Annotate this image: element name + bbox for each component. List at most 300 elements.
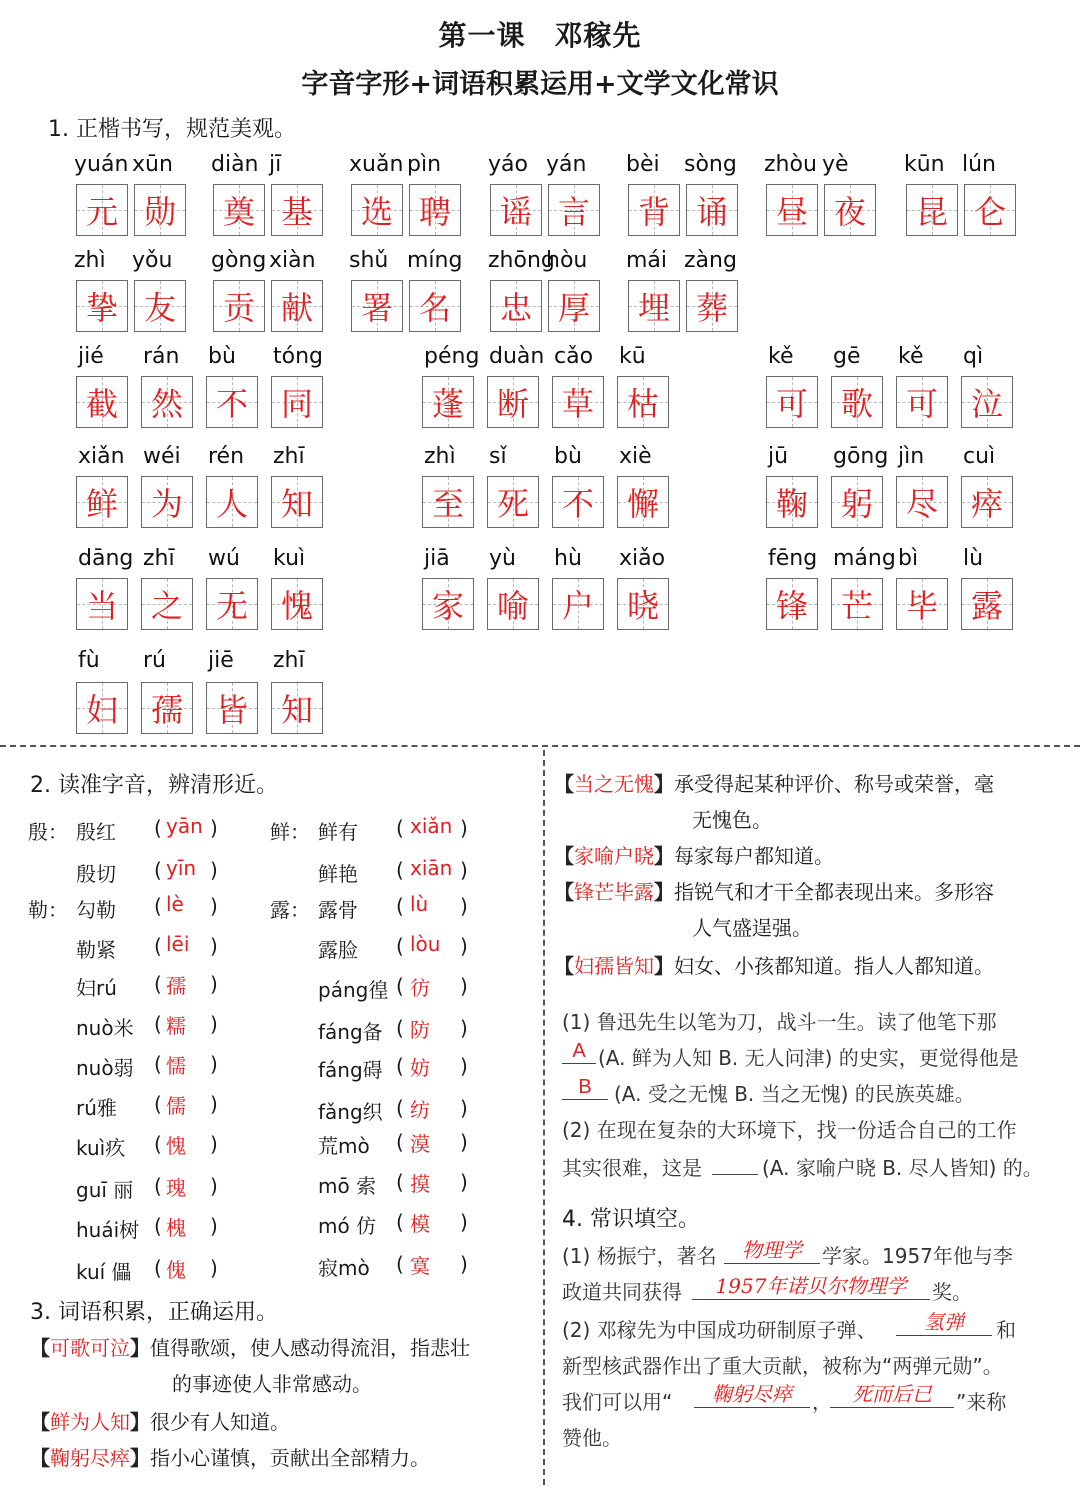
paren-open: ( xyxy=(396,894,404,918)
s4-l5b: ”来称 xyxy=(956,1390,1007,1414)
word-label: 鲜有 xyxy=(318,820,358,844)
bracket-close: 】 xyxy=(654,880,674,904)
pinyin-label: kuì xyxy=(273,546,306,571)
char-box xyxy=(206,376,258,428)
pinyin-label: xuǎn xyxy=(349,152,404,177)
paren-close: ) xyxy=(460,1252,468,1276)
char-text: 奠 xyxy=(222,193,255,231)
q2-blank xyxy=(712,1152,758,1175)
q1-answer-a: A xyxy=(562,1040,596,1064)
s4-answer-1: 物理学 xyxy=(724,1234,820,1264)
char-text: 草 xyxy=(561,385,594,423)
bracket-close: 】 xyxy=(130,1336,150,1360)
pinyin-label: lún xyxy=(962,152,996,177)
char-text: 挚 xyxy=(85,289,118,327)
char-text: 仑 xyxy=(973,193,1006,231)
pinyin-label: jī xyxy=(269,152,282,177)
group-head: 勒： xyxy=(28,898,68,922)
bracket-open: 【 xyxy=(30,1446,50,1470)
idiom-name: 锋芒毕露 xyxy=(574,880,654,904)
s4-l5a: 我们可以用“ xyxy=(562,1390,673,1414)
q2-line2b: (A. 家喻户晓 B. 尽人皆知) 的。 xyxy=(762,1156,1043,1180)
pinyin-label: gòng xyxy=(211,248,267,273)
pinyin-label: yáo xyxy=(488,152,528,177)
char-text: 葬 xyxy=(695,289,728,327)
char-box xyxy=(628,184,680,236)
q2-line1: (2) 在现在复杂的大环境下，找一份适合自己的工作 xyxy=(562,1118,1017,1142)
word-label: nuò米 xyxy=(76,1016,134,1040)
char-text: 友 xyxy=(143,289,176,327)
char-box xyxy=(271,280,323,332)
s4-l2a: 政道共同获得 xyxy=(562,1280,682,1304)
page-title: 第一课 邓稼先 xyxy=(438,19,642,52)
char-box xyxy=(548,280,600,332)
paren-close: ) xyxy=(460,894,468,918)
paren-open: ( xyxy=(396,858,404,882)
pinyin-label: zhī xyxy=(273,648,305,673)
char-box xyxy=(271,682,323,734)
q2-line2a: 其实很难，这是 xyxy=(562,1156,702,1180)
char-box xyxy=(422,376,474,428)
char-box xyxy=(487,578,539,630)
pinyin-label: xūn xyxy=(132,152,173,177)
paren-open: ( xyxy=(396,1252,404,1276)
pinyin-label: jiā xyxy=(424,546,450,571)
char-box xyxy=(766,578,818,630)
answer-text: xiān xyxy=(410,856,453,880)
char-box xyxy=(552,376,604,428)
word-label: 荒mò xyxy=(318,1134,370,1158)
idiom-definition: 指锐气和才干全都表现出来。多形容 xyxy=(674,880,994,904)
char-box xyxy=(961,476,1013,528)
pinyin-label: sǐ xyxy=(489,444,507,469)
pinyin-label: bù xyxy=(208,344,236,369)
char-text: 言 xyxy=(557,193,590,231)
word-grid xyxy=(213,184,323,238)
answer-text: xiǎn xyxy=(410,814,453,838)
s4-l3a: (2) 邓稼先为中国成功研制原子弹、 xyxy=(562,1318,877,1342)
char-box xyxy=(351,184,403,236)
char-box xyxy=(213,184,265,236)
word-grid xyxy=(628,280,738,334)
char-box xyxy=(141,376,193,428)
paren-open: ( xyxy=(396,1130,404,1154)
idiom-name: 可歌可泣 xyxy=(50,1336,130,1360)
pinyin-label: wéi xyxy=(143,444,181,469)
paren-close: ) xyxy=(210,1052,218,1076)
pinyin-label: jié xyxy=(78,344,104,369)
pinyin-label: mái xyxy=(626,248,668,273)
idiom-entry xyxy=(554,950,994,979)
char-text: 不 xyxy=(561,485,594,523)
pinyin-label: xiè xyxy=(619,444,652,469)
bracket-open: 【 xyxy=(554,844,574,868)
answer-text: lòu xyxy=(410,932,441,956)
answer-text: 彷 xyxy=(410,976,430,1000)
char-box xyxy=(271,578,323,630)
char-text: 知 xyxy=(280,485,313,523)
char-text: 户 xyxy=(561,587,594,625)
word-label: 勾勒 xyxy=(76,898,116,922)
char-box xyxy=(831,578,883,630)
bracket-open: 【 xyxy=(30,1410,50,1434)
answer-text: 纺 xyxy=(410,1098,430,1122)
pinyin-label: lù xyxy=(963,546,984,571)
pinyin-label: bù xyxy=(554,444,582,469)
char-box xyxy=(831,476,883,528)
idiom-definition: 每家每户都知道。 xyxy=(674,844,834,868)
pinyin-label: yán xyxy=(546,152,587,177)
char-text: 为 xyxy=(150,485,183,523)
idiom-definition-cont: 的事迹使人非常感动。 xyxy=(172,1372,372,1396)
word-label: 鲜艳 xyxy=(318,862,358,886)
char-box xyxy=(351,280,403,332)
pinyin-label: rú xyxy=(143,648,166,673)
paren-close: ) xyxy=(460,1054,468,1078)
s4-l2b: 奖。 xyxy=(932,1280,972,1304)
char-text: 歌 xyxy=(840,385,873,423)
pinyin-label: dāng xyxy=(78,546,134,571)
paren-close: ) xyxy=(210,972,218,996)
s4-answer-2: 1957年诺贝尔物理学 xyxy=(692,1270,930,1300)
word-label: 露骨 xyxy=(318,898,358,922)
char-text: 断 xyxy=(496,385,529,423)
word-label: nuò弱 xyxy=(76,1056,134,1080)
pinyin-label: xiǎo xyxy=(619,546,666,571)
pinyin-label: zhì xyxy=(424,444,456,469)
pinyin-label: rén xyxy=(208,444,245,469)
paren-close: ) xyxy=(460,1170,468,1194)
word-label: fáng碍 xyxy=(318,1058,383,1082)
char-box xyxy=(422,578,474,630)
word-label: kuì疚 xyxy=(76,1136,126,1160)
s4-l3b: 和 xyxy=(996,1318,1016,1342)
pinyin-label: shǔ xyxy=(349,248,389,273)
char-text: 躬 xyxy=(840,485,873,523)
char-text: 瘁 xyxy=(970,485,1003,523)
char-box xyxy=(617,376,669,428)
pinyin-label: jìn xyxy=(898,444,925,469)
paren-close: ) xyxy=(210,894,218,918)
paren-open: ( xyxy=(396,974,404,998)
char-text: 然 xyxy=(150,385,183,423)
char-box xyxy=(766,476,818,528)
word-label: rú雅 xyxy=(76,1096,117,1120)
pinyin-label: qì xyxy=(963,344,984,369)
paren-open: ( xyxy=(154,858,162,882)
char-text: 聘 xyxy=(418,193,451,231)
pinyin-label: jū xyxy=(768,444,789,469)
answer-text: 孺 xyxy=(166,974,186,998)
word-grid xyxy=(213,280,323,334)
idiom-definition: 很少有人知道。 xyxy=(150,1410,290,1434)
idiom-entry xyxy=(554,768,994,797)
pinyin-label: wú xyxy=(208,546,240,571)
char-box xyxy=(76,578,128,630)
s4-answer-3: 氢弹 xyxy=(896,1306,992,1336)
pinyin-label: cǎo xyxy=(554,344,594,369)
idiom-entry xyxy=(554,840,834,869)
paren-open: ( xyxy=(154,934,162,958)
word-label: mó 仿 xyxy=(318,1214,377,1238)
paren-close: ) xyxy=(210,1174,218,1198)
pinyin-label: gōng xyxy=(833,444,889,469)
pinyin-label: péng xyxy=(424,344,480,369)
char-box xyxy=(76,682,128,734)
horizontal-divider xyxy=(0,745,1080,747)
char-box xyxy=(76,184,128,236)
char-box xyxy=(628,280,680,332)
pinyin-label: zhì xyxy=(74,248,106,273)
pinyin-label: pìn xyxy=(407,152,442,177)
word-label: 殷红 xyxy=(76,820,116,844)
bracket-close: 】 xyxy=(130,1410,150,1434)
char-box xyxy=(271,376,323,428)
char-text: 尽 xyxy=(905,485,938,523)
pinyin-label: fù xyxy=(78,648,100,673)
char-box xyxy=(686,280,738,332)
char-box xyxy=(422,476,474,528)
paren-open: ( xyxy=(154,816,162,840)
answer-text: yān xyxy=(166,814,203,838)
word-grid xyxy=(490,184,600,238)
char-text: 元 xyxy=(85,193,118,231)
bracket-close: 】 xyxy=(654,954,674,978)
idiom-name: 妇孺皆知 xyxy=(574,954,654,978)
q1-line3: (A. 受之无愧 B. 当之无愧) 的民族英雄。 xyxy=(614,1082,975,1106)
vertical-divider xyxy=(543,750,545,1485)
char-text: 家 xyxy=(431,587,464,625)
pinyin-label: kūn xyxy=(904,152,945,177)
section3-heading: 3. 词语积累，正确运用。 xyxy=(30,1300,278,1325)
char-box xyxy=(76,476,128,528)
char-box xyxy=(896,376,948,428)
char-text: 至 xyxy=(431,485,464,523)
s4-l6: 赞他。 xyxy=(562,1426,622,1450)
word-label: mō 索 xyxy=(318,1174,377,1198)
char-text: 懈 xyxy=(626,485,659,523)
word-grid xyxy=(76,280,186,334)
bracket-open: 【 xyxy=(30,1336,50,1360)
paren-close: ) xyxy=(460,1016,468,1040)
answer-text: 儒 xyxy=(166,1094,186,1118)
char-box xyxy=(766,184,818,236)
bracket-open: 【 xyxy=(554,954,574,978)
char-text: 昆 xyxy=(915,193,948,231)
char-text: 诵 xyxy=(695,193,728,231)
char-text: 枯 xyxy=(626,385,659,423)
pinyin-label: duàn xyxy=(489,344,545,369)
answer-text: lè xyxy=(166,892,184,916)
char-text: 昼 xyxy=(775,193,808,231)
char-box xyxy=(961,578,1013,630)
char-box xyxy=(206,578,258,630)
pinyin-label: kě xyxy=(898,344,924,369)
answer-text: 懦 xyxy=(166,1054,186,1078)
char-text: 皆 xyxy=(215,691,248,729)
paren-close: ) xyxy=(460,858,468,882)
word-label: 勒紧 xyxy=(76,938,116,962)
word-label: 殷切 xyxy=(76,862,116,886)
pinyin-label: yǒu xyxy=(132,248,173,273)
paren-close: ) xyxy=(460,1096,468,1120)
paren-close: ) xyxy=(460,934,468,958)
char-box xyxy=(206,476,258,528)
char-text: 厚 xyxy=(557,289,590,327)
answer-text: 愧 xyxy=(166,1134,186,1158)
q1-line1: (1) 鲁迅先生以笔为刀，战斗一生。读了他笔下那 xyxy=(562,1010,997,1034)
paren-open: ( xyxy=(154,972,162,996)
idiom-entry xyxy=(30,1332,470,1361)
char-text: 埋 xyxy=(637,289,670,327)
answer-text: 摸 xyxy=(410,1172,430,1196)
word-grid xyxy=(766,184,876,238)
paren-close: ) xyxy=(210,1092,218,1116)
pinyin-label: yè xyxy=(822,152,849,177)
char-text: 谣 xyxy=(499,193,532,231)
paren-close: ) xyxy=(210,1132,218,1156)
pinyin-label: sòng xyxy=(684,152,737,177)
pinyin-label: xiǎn xyxy=(78,444,125,469)
pinyin-label: diàn xyxy=(211,152,259,177)
paren-open: ( xyxy=(396,1170,404,1194)
paren-open: ( xyxy=(396,1096,404,1120)
pinyin-label: jiē xyxy=(208,648,234,673)
char-box xyxy=(617,476,669,528)
char-text: 芒 xyxy=(840,587,873,625)
bracket-open: 【 xyxy=(554,772,574,796)
paren-close: ) xyxy=(460,974,468,998)
paren-open: ( xyxy=(154,1012,162,1036)
char-text: 鞠 xyxy=(775,485,808,523)
pinyin-label: xiàn xyxy=(269,248,316,273)
paren-close: ) xyxy=(210,858,218,882)
char-text: 背 xyxy=(637,193,670,231)
word-label: kuí 儡 xyxy=(76,1260,132,1284)
s4-l4: 新型核武器作出了重大贡献，被称为“两弹元勋”。 xyxy=(562,1354,1003,1378)
s4-l1a: (1) 杨振宁，著名 xyxy=(562,1244,717,1268)
char-box xyxy=(824,184,876,236)
char-text: 孺 xyxy=(150,691,183,729)
paren-close: ) xyxy=(210,1214,218,1238)
char-text: 妇 xyxy=(85,691,118,729)
pinyin-label: zàng xyxy=(684,248,737,273)
idiom-definition: 妇女、小孩都知道。指人人都知道。 xyxy=(674,954,994,978)
pinyin-label: zhòu xyxy=(764,152,817,177)
word-grid xyxy=(351,280,461,334)
pinyin-label: kě xyxy=(768,344,794,369)
word-label: 露脸 xyxy=(318,938,358,962)
paren-open: ( xyxy=(154,894,162,918)
answer-text: lēi xyxy=(166,932,190,956)
char-text: 署 xyxy=(360,289,393,327)
idiom-definition-cont: 人气盛逞强。 xyxy=(692,916,812,940)
word-grid xyxy=(351,184,461,238)
paren-open: ( xyxy=(154,1174,162,1198)
char-text: 选 xyxy=(360,193,393,231)
char-text: 人 xyxy=(215,485,248,523)
char-text: 晓 xyxy=(626,587,659,625)
bracket-close: 】 xyxy=(654,844,674,868)
pinyin-label: cuì xyxy=(963,444,996,469)
pinyin-label: yù xyxy=(489,546,516,571)
pinyin-label: hù xyxy=(554,546,582,571)
paren-close: ) xyxy=(210,1256,218,1280)
char-box xyxy=(141,476,193,528)
paren-open: ( xyxy=(154,1132,162,1156)
idiom-entry xyxy=(554,876,994,905)
char-box xyxy=(490,184,542,236)
char-text: 喻 xyxy=(496,587,529,625)
paren-open: ( xyxy=(396,1210,404,1234)
char-box xyxy=(686,184,738,236)
answer-text: 模 xyxy=(410,1212,430,1236)
char-box xyxy=(141,578,193,630)
idiom-name: 当之无愧 xyxy=(574,772,654,796)
answer-text: 防 xyxy=(410,1018,430,1042)
char-text: 可 xyxy=(775,385,808,423)
char-text: 不 xyxy=(215,385,248,423)
paren-open: ( xyxy=(396,816,404,840)
char-box xyxy=(213,280,265,332)
paren-open: ( xyxy=(154,1052,162,1076)
word-grid xyxy=(906,184,1016,238)
section4-heading: 4. 常识填空。 xyxy=(562,1207,700,1232)
char-text: 知 xyxy=(280,691,313,729)
char-box xyxy=(409,280,461,332)
word-label: huái树 xyxy=(76,1218,140,1242)
paren-open: ( xyxy=(396,934,404,958)
paren-close: ) xyxy=(460,1130,468,1154)
char-text: 夜 xyxy=(833,193,866,231)
char-text: 截 xyxy=(85,385,118,423)
char-box xyxy=(271,184,323,236)
answer-text: 槐 xyxy=(166,1216,186,1240)
answer-text: 漠 xyxy=(410,1132,430,1156)
group-head: 殷： xyxy=(28,820,68,844)
char-box xyxy=(134,184,186,236)
q1-line2: (A. 鲜为人知 B. 无人问津) 的史实，更觉得他是 xyxy=(598,1046,1019,1070)
pinyin-label: kū xyxy=(619,344,646,369)
paren-open: ( xyxy=(154,1214,162,1238)
char-text: 贡 xyxy=(222,289,255,327)
pinyin-label: gē xyxy=(833,344,861,369)
pinyin-label: míng xyxy=(407,248,463,273)
idiom-name: 家喻户晓 xyxy=(574,844,654,868)
s4-answer-5: 死而后已 xyxy=(830,1378,954,1408)
answer-text: 糯 xyxy=(166,1014,186,1038)
q1-answer-b: B xyxy=(562,1076,608,1100)
char-text: 毕 xyxy=(905,587,938,625)
pinyin-label: hòu xyxy=(546,248,588,273)
char-box xyxy=(409,184,461,236)
section2-heading: 2. 读准字音，辨清形近。 xyxy=(30,773,278,798)
char-text: 鲜 xyxy=(85,485,118,523)
paren-open: ( xyxy=(396,1054,404,1078)
paren-close: ) xyxy=(460,816,468,840)
word-grid xyxy=(76,184,186,238)
paren-open: ( xyxy=(154,1256,162,1280)
word-label: páng徨 xyxy=(318,978,389,1002)
char-box xyxy=(552,578,604,630)
idiom-definition: 指小心谨慎，贡献出全部精力。 xyxy=(150,1446,430,1470)
char-box xyxy=(896,578,948,630)
char-text: 勋 xyxy=(143,193,176,231)
char-box xyxy=(134,280,186,332)
answer-text: lù xyxy=(410,892,429,916)
answer-text: 瑰 xyxy=(166,1176,186,1200)
char-text: 基 xyxy=(280,193,313,231)
